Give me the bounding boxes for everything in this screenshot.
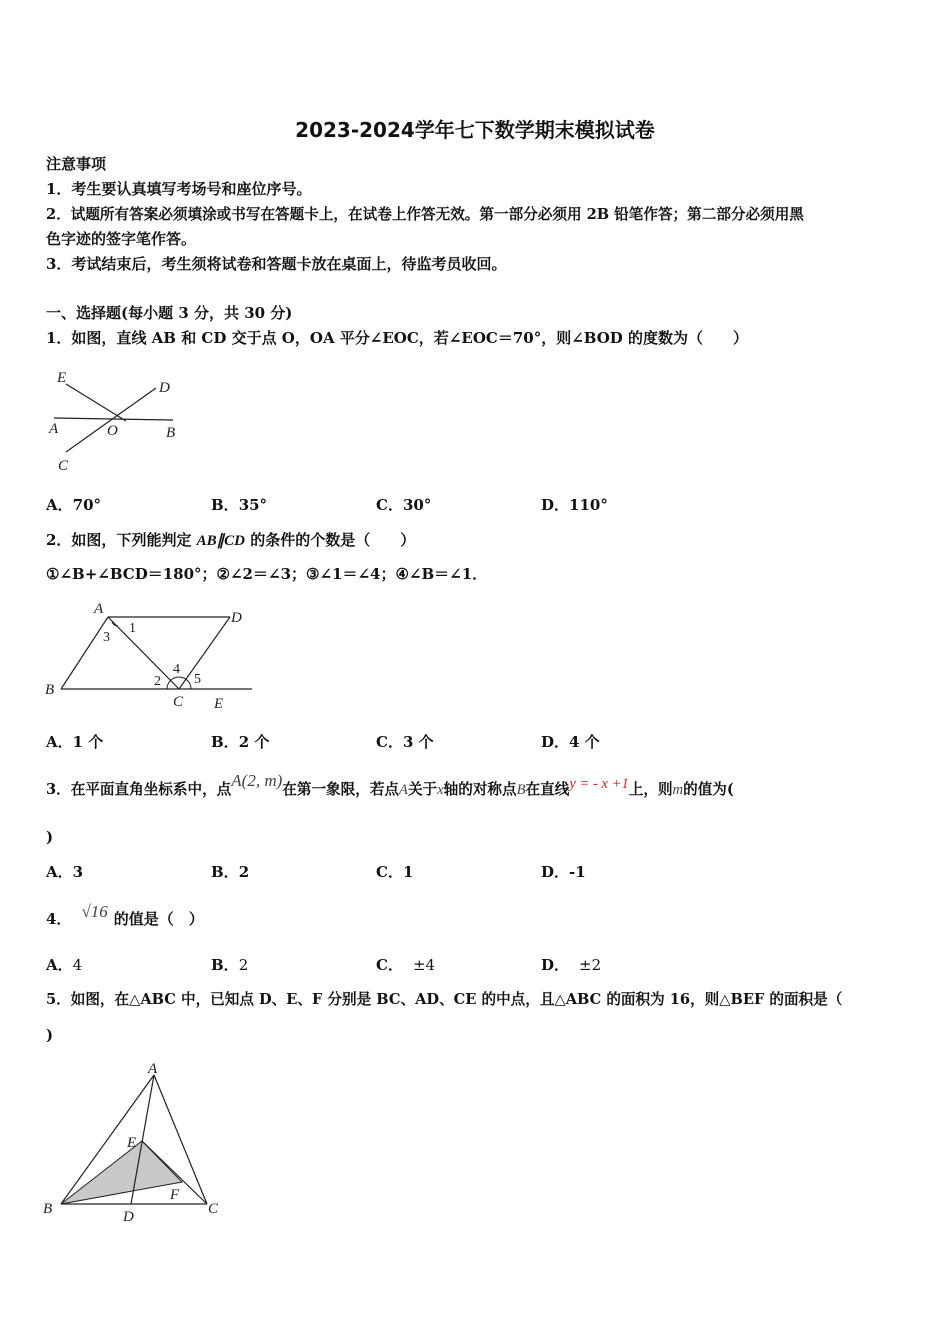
option-c: C． ±4	[376, 956, 436, 974]
option-c: C．30°	[376, 496, 432, 514]
question-3-text: 3．在平面直角坐标系中，点A(2, m)在第一象限，若点A关于x轴的对称点B在直线y = - x +1上，则m的值为(	[46, 771, 734, 798]
note-item: 色字迹的签字笔作答。	[46, 230, 197, 248]
option-a: A．1 个	[46, 733, 104, 751]
figure-label: C	[58, 458, 69, 474]
option-a: A．4	[46, 956, 83, 974]
page-title: 2023-2024学年七下数学期末模拟试卷	[295, 118, 655, 142]
option-d: D．4 个	[541, 733, 600, 751]
figure-label: A	[94, 601, 104, 617]
figure-label: E	[127, 1135, 137, 1151]
note-item: 1．考生要认真填写考场号和座位序号。	[46, 180, 312, 198]
note-item: 2．试题所有答案必须填涂或书写在答题卡上，在试卷上作答无效。第一部分必须用 2B 铅笔作答；第二部分必须用黑	[46, 206, 804, 223]
question-5-close: )	[46, 1026, 54, 1044]
option-a: A．70°	[46, 496, 102, 514]
question-2-text: 2．如图，下列能判定 AB∥CD 的条件的个数是（ ）	[46, 531, 416, 549]
note-item: 3．考试结束后，考生须将试卷和答题卡放在桌面上，待监考员收回。	[46, 255, 507, 273]
question-3-close: )	[46, 828, 54, 846]
figure-label: 1	[129, 621, 136, 636]
question-2-conditions: ①∠B+∠BCD＝180°；②∠2＝∠3；③∠1＝∠4；④∠B＝∠1．	[46, 565, 488, 583]
figure-label: E	[57, 370, 67, 386]
figure-label: E	[214, 696, 224, 712]
figure-label: O	[107, 423, 118, 439]
question-1-text: 1．如图，直线 AB 和 CD 交于点 O，OA 平分∠EOC，若∠EOC＝70°，则∠BOD 的度数为（ ）	[46, 329, 749, 347]
figure-label: 2	[154, 674, 161, 689]
figure-label: 3	[103, 630, 110, 645]
figure-label: B	[166, 425, 176, 441]
option-c: C．1	[376, 863, 414, 881]
question-2-figure	[40, 598, 260, 718]
figure-label: 5	[194, 672, 201, 687]
figure-label: F	[170, 1187, 180, 1203]
figure-label: C	[208, 1201, 219, 1217]
figure-label: A	[49, 421, 59, 437]
option-c: C．3 个	[376, 733, 434, 751]
option-a: A．3	[46, 863, 84, 881]
notes-heading: 注意事项	[46, 155, 107, 173]
section-heading: 一、选择题(每小题 3 分，共 30 分)	[46, 304, 293, 322]
figure-label: B	[43, 1201, 53, 1217]
option-b: B．35°	[211, 496, 268, 514]
figure-label: A	[148, 1061, 158, 1077]
option-d: D．110°	[541, 496, 608, 514]
figure-label: 4	[173, 662, 180, 677]
figure-label: C	[173, 694, 184, 710]
question-5-text: 5．如图，在△ABC 中，已知点 D、E、F 分别是 BC、AD、CE 的中点，且△ABC 的面积为 16，则△BEF 的面积是（	[46, 991, 843, 1008]
figure-label: D	[231, 610, 242, 626]
option-d: D．-1	[541, 863, 586, 881]
option-b: B．2 个	[211, 733, 270, 751]
option-b: B．2	[211, 956, 249, 974]
question-1-figure	[40, 362, 190, 477]
option-b: B．2	[211, 863, 250, 881]
figure-label: B	[45, 682, 55, 698]
option-d: D． ±2	[541, 956, 602, 974]
figure-label: D	[123, 1209, 134, 1225]
question-4-text: 4． √16 的值是（ ）	[46, 902, 204, 928]
question-5-figure	[40, 1058, 240, 1228]
figure-label: D	[159, 380, 170, 396]
